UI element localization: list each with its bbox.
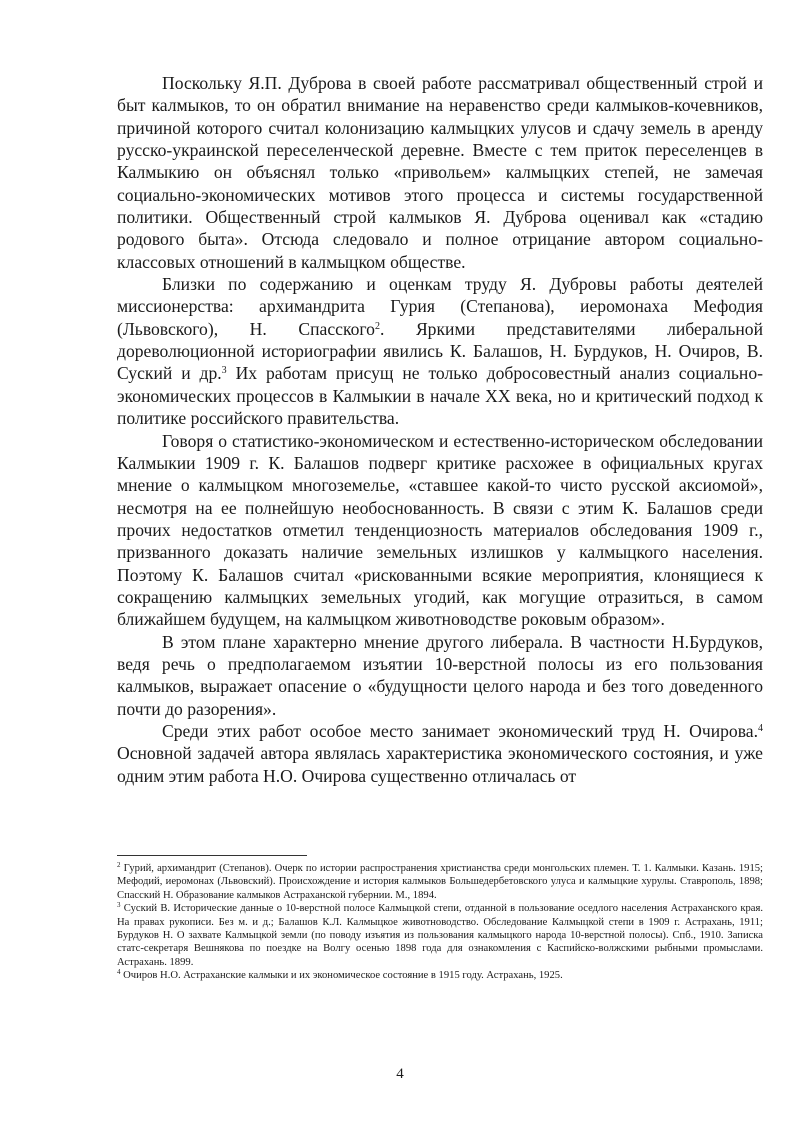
paragraph-text: В этом плане характерно мнение другого либерала. В частности Н.Бурдуков, ведя речь о предполагаемом изъятии 10-верстной полосы из его пользования калмыков, выражает опасение о «будущности целого народа и без того доведенного почти до разорения». bbox=[117, 631, 763, 719]
footnote-ref-4[interactable]: 4 bbox=[758, 722, 763, 734]
paragraph-text: Близки по содержанию и оценкам труду Я. Дубровы работы деятелей миссионерства: архимандрита Гурия (Степанова), иеромонаха Мефодия (Львовского), Н. Спасского bbox=[117, 274, 763, 339]
footnote-text: Очиров Н.О. Астраханские калмыки и их экономическое состояние в 1915 году. Астрахань, 1925. bbox=[120, 970, 563, 982]
body-text bbox=[117, 72, 763, 787]
footnote-text: Гурий, архимандрит (Степанов). Очерк по истории распространения христианства среди монгольских племен. Т. 1. Калмыки. Казань. 1915; Мефодий, иеромонах (Львовский). Происхождение и история калмыков Большедербетовского улуса и калмыцкие хурулы. Ставрополь, 1898; Спасский Н. Образование калмыков Астраханской губернии. М., 1894. bbox=[117, 863, 763, 901]
paragraph-text: Основной задачей автора являлась характеристика экономического состояния, и уже одним этим работа Н.О. Очирова существенно отличалась от bbox=[117, 743, 763, 786]
footnote-4 bbox=[117, 969, 763, 982]
paragraph-text: Среди этих работ особое место занимает экономический труд Н. Очирова. bbox=[162, 720, 758, 741]
page-number: 4 bbox=[396, 1066, 404, 1082]
paragraph-text: Поскольку Я.П. Дуброва в своей работе рассматривал общественный строй и быт калмыков, то он обратил внимание на неравенство среди калмыков-кочевников, причиной которого считал колонизацию калмыцких улусов и сдачу земель в аренду русско-украинской переселенческой деревне. Вместе с тем приток переселенцев в Калмыкию он объяснял только «привольем» калмыцких степей, не замечая социально-экономических мотивов этого процесса и системы государственной политики. Общественный строй калмыков Я. Дуброва оценивал как «стадию родового быта». Отсюда следовало и полное отрицание автором социально-классовых отношений в калмыцком обществе. bbox=[117, 73, 763, 272]
footnote-ref-2[interactable]: 2 bbox=[374, 320, 380, 332]
footnote-mark: 2 bbox=[117, 861, 121, 869]
paragraph-5 bbox=[117, 720, 763, 787]
footnote-ref-3[interactable]: 3 bbox=[221, 365, 227, 377]
footnote-separator bbox=[117, 855, 307, 856]
footnote-mark: 3 bbox=[117, 901, 121, 910]
paragraph-text: . Яркими представителями либеральной дореволюционной историографии явились К. Балашов, Н. Бурдуков, Н. Очиров, В. Суский и др. bbox=[117, 318, 763, 384]
footnote-3 bbox=[117, 902, 763, 969]
paragraph-4 bbox=[117, 631, 763, 720]
paragraph-text: Их работам присущ не только добросовестный анализ социально-экономических процессов в Калмыкии в начале XX века, но и критический подход к политике российского правительства. bbox=[117, 363, 764, 429]
footnote-mark: 4 bbox=[117, 968, 121, 977]
footnote-2 bbox=[117, 862, 763, 902]
paragraph-3 bbox=[117, 430, 763, 631]
footnotes bbox=[117, 862, 763, 983]
paragraph-text: Говоря о статистико-экономическом и естественно-историческом обследовании Калмыкии 1909 г. К. Балашов подверг критике расхожее в официальных кругах мнение о калмыцком многоземелье, «ставшее какой-то чисто русской аксиомой», несмотря на ее полнейшую необоснованность. В связи с этим К. Балашов среди прочих недостатков отметил тенденциозность материалов обследования 1909 г., призванного доказать наличие земельных излишков у калмыцкого населения. Поэтому К. Балашов считал «рискованными всякие мероприятия, клонящиеся к сокращению калмыцких земельных угодий, как могущие отразиться, в самом ближайшем будущем, на калмыцком животноводстве роковым образом». bbox=[117, 430, 763, 630]
paragraph-1 bbox=[117, 72, 763, 273]
paragraph-2 bbox=[117, 273, 763, 429]
footnote-text: Суский В. Исторические данные о 10-верстной полосе Калмыцкой степи, отданной в пользование оседлого населения Астраханского края. На правах рукописи. Без м. и д.; Балашов К.Л. Калмыцкое животноводство. Обследование Калмыцкой степи в 1909 г. Астрахань, 1911; Бурдуков Н. О захвате Калмыцкой земли (по поводу изъятия из пользования калмыцкого народа 10-верстной полосы). Спб., 1910. Записка статс-секретаря Вешнякова по поездке на Волгу осенью 1898 года для ознакомления с Каспийско-волжскими рыбными промыслами. Астрахань. 1899. bbox=[117, 903, 763, 968]
